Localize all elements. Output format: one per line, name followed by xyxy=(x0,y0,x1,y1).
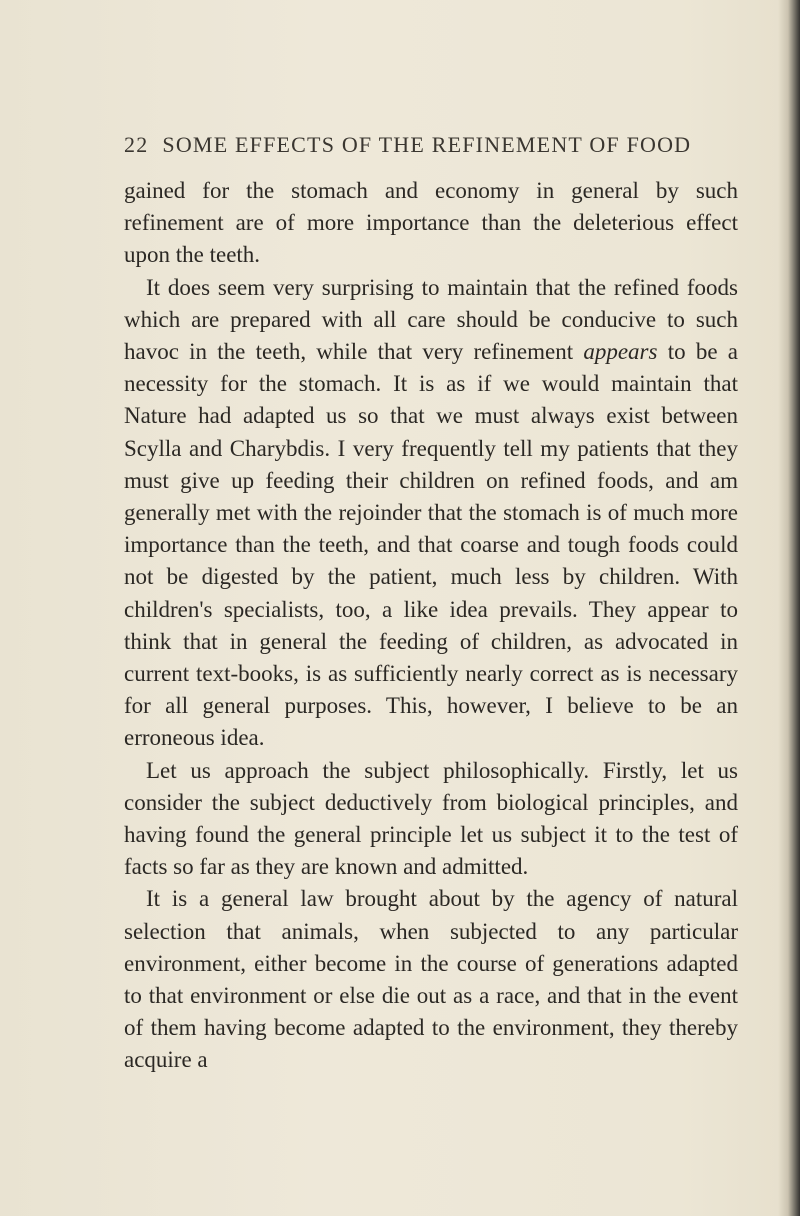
running-title: SOME EFFECTS OF THE REFINEMENT OF FOOD xyxy=(162,132,692,157)
page-number: 22 xyxy=(124,132,149,157)
paragraph-3: Let us approach the subject philosophically. Firstly, let us consider the subject deductively from biological principles, and having found the general principle let us subject it to the test of facts so far as they are known and admitted. xyxy=(124,757,738,880)
body-text xyxy=(124,175,738,1077)
paragraph-1: gained for the stomach and economy in general by such refinement are of more importance than the deleterious effect upon the teeth. xyxy=(124,178,738,268)
italic-word: appears xyxy=(583,339,658,365)
binding-edge-shadow xyxy=(778,0,800,1216)
running-header xyxy=(124,132,744,158)
paragraph-2-rest: to be a necessity for the stomach. It is as if we would maintain that Nature had adapted us so that we must always exist between Scylla and Charybdis. I very frequently tell my patients that they must give up feeding their children on refined foods, and am generally met with the rejoinder that the stomach is of much more importance than the teeth, and that coarse and tough foods could not be digested by the patient, much less by children. With children's specialists, too, a like idea prevails. They appear to think that in general the feeding of children, as advocated in current text-books, is as sufficiently nearly correct as is necessary for all general purposes. This, however, I believe to be an erroneous idea. xyxy=(124,339,738,751)
paragraph-4: It is a general law brought about by the agency of natural selection that animals, when subjected to any particular environment, either become in the course of generations adapted to that environment or else die out as a race, and that in the event of them having become adapted to the environment, they thereby acquire a xyxy=(124,886,738,1073)
paragraph-2-start: It does seem very surprising to maintain that the refined foods which are prepared with all care should be conducive to such havoc in the teeth, while that very refinement xyxy=(124,274,738,365)
paragraph-2 xyxy=(124,272,738,755)
